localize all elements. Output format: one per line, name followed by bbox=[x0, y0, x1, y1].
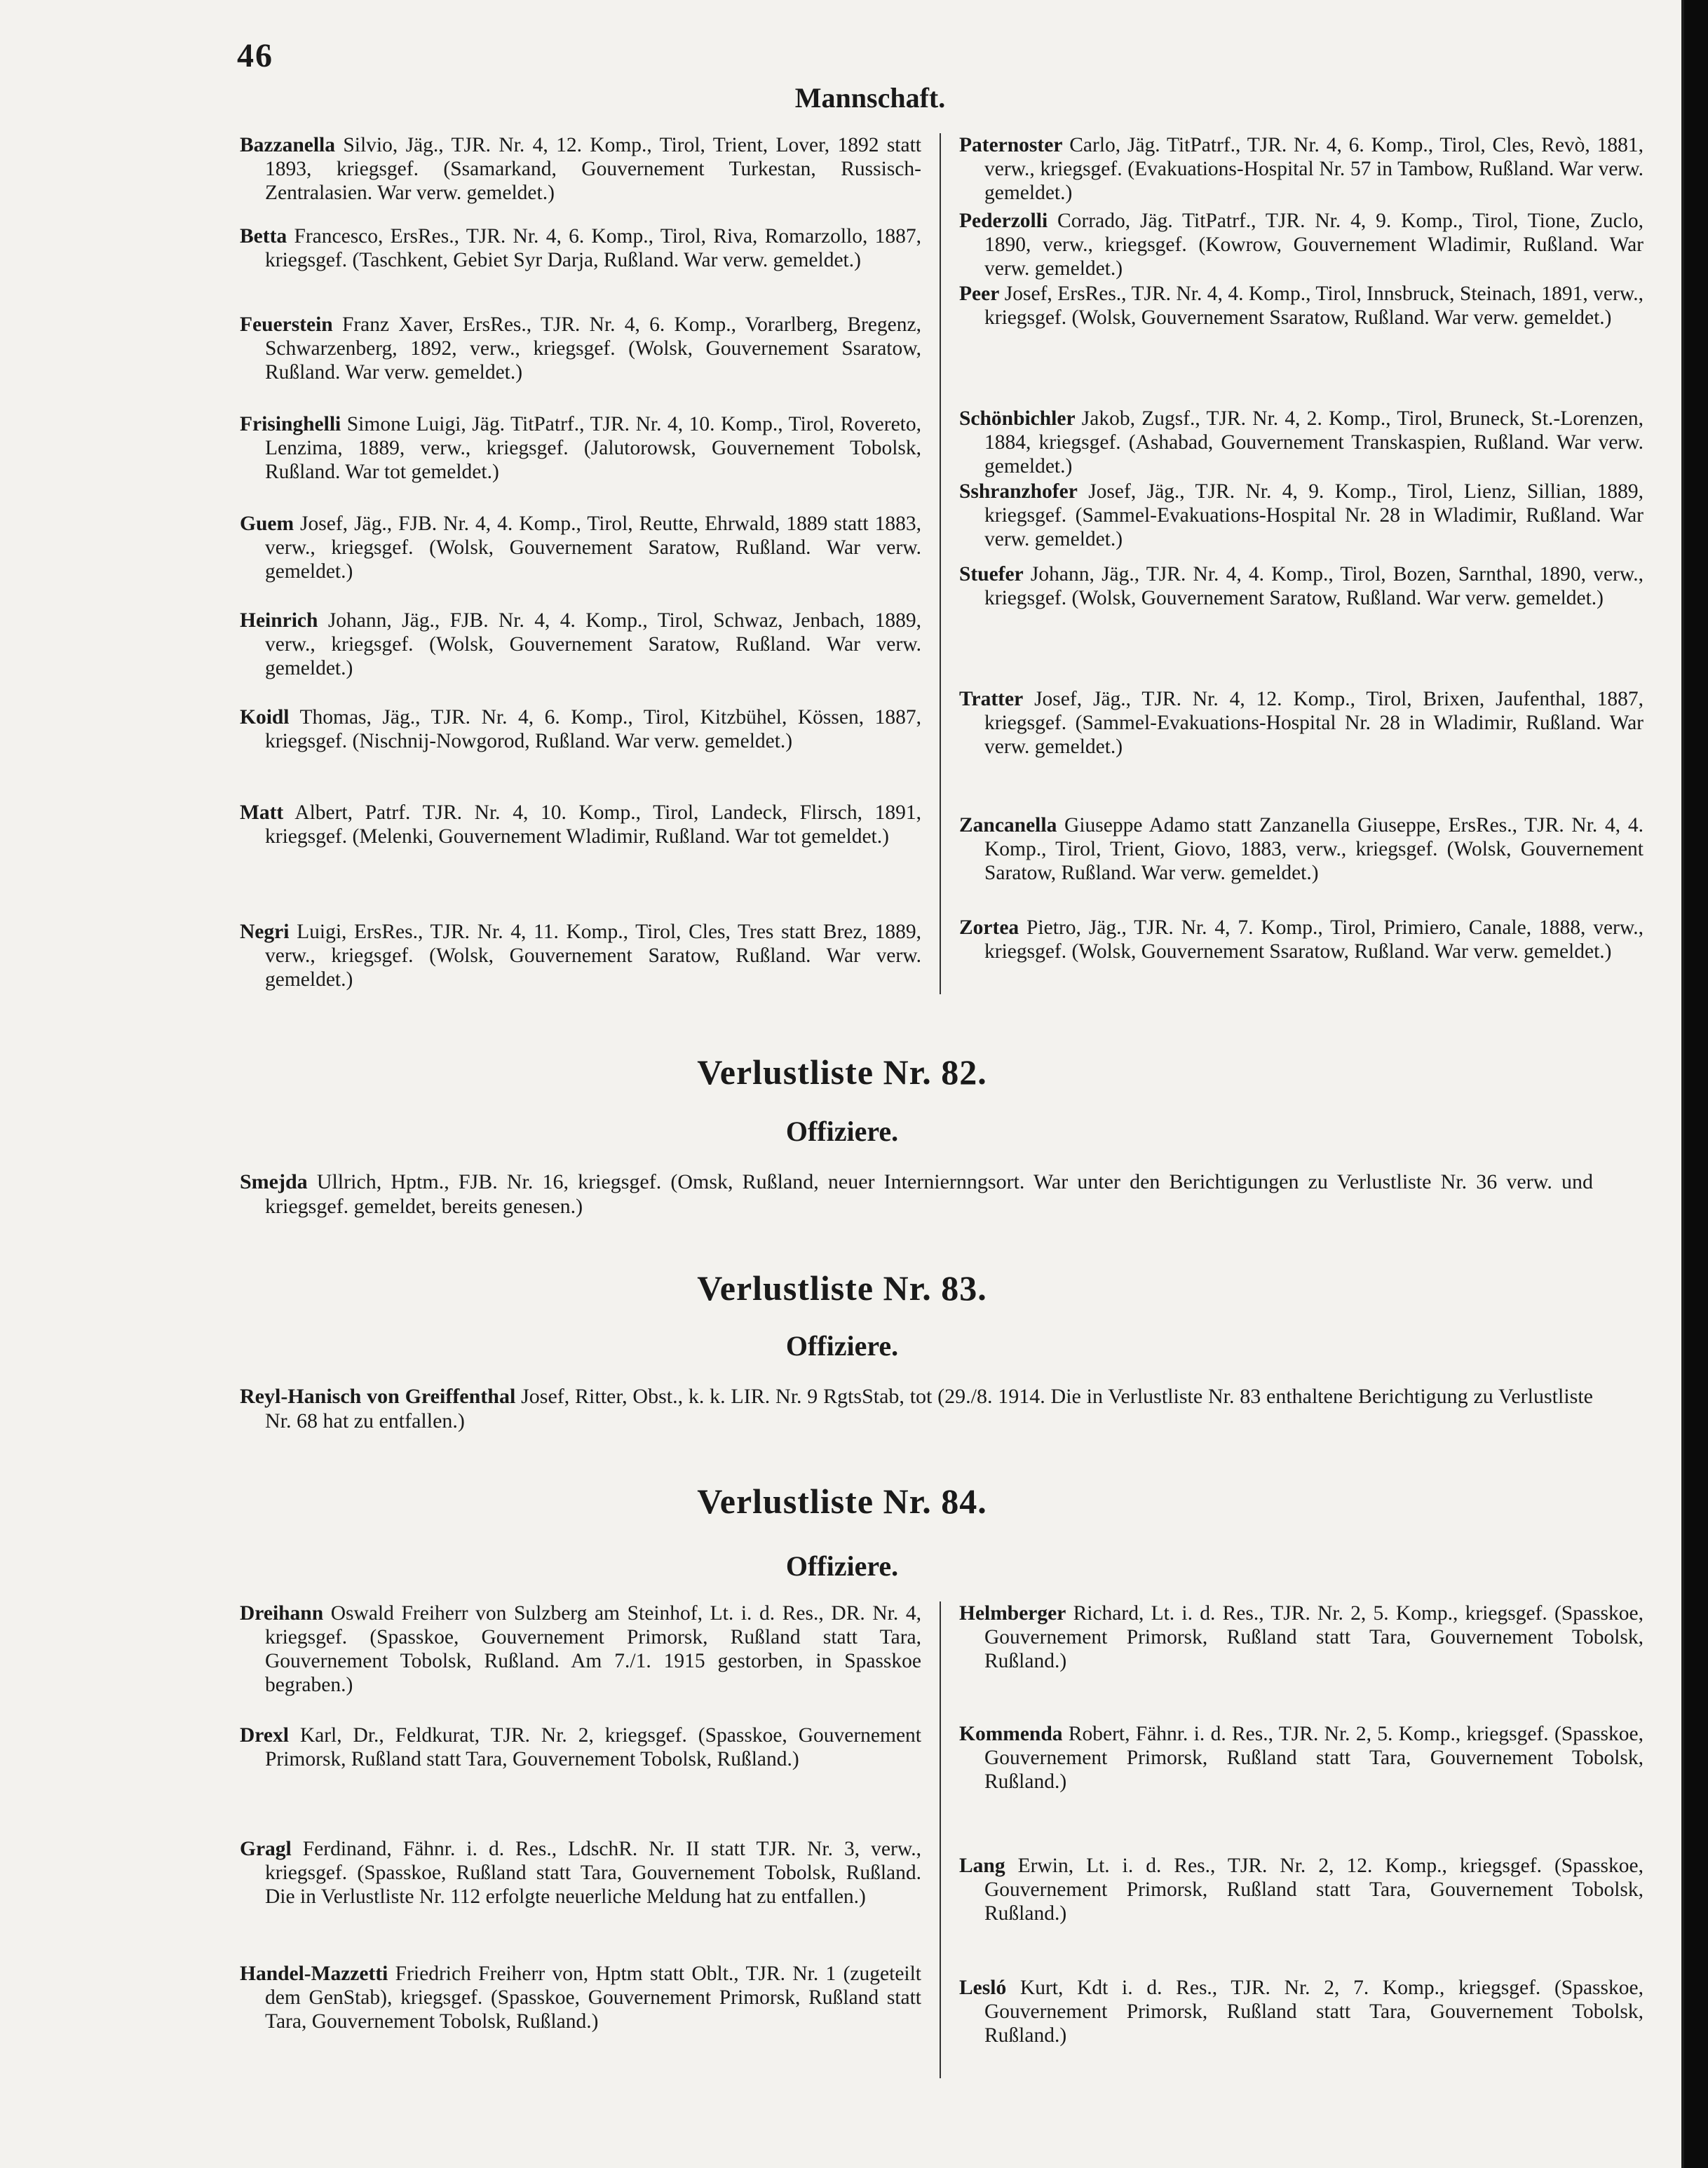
list-item: Kommenda Robert, Fähnr. i. d. Res., TJR. Nr. 2, 5. Komp., kriegsgef. (Spasskoe, Gouvernement Primorsk, Rußland statt Tara, Gouvernement Tobolsk, Rußland.) bbox=[959, 1723, 1643, 1793]
section-title-vl82: Verlustliste Nr. 82. bbox=[697, 1052, 987, 1092]
list-item: Paternoster Carlo, Jäg. TitPatrf., TJR. Nr. 4, 6. Komp., Tirol, Cles, Revò, 1881, verw., kriegsgef. (Evakuations-Hospital Nr. 57 in Tambow, Rußland. War verw. gemeldet.) bbox=[959, 134, 1643, 204]
vl84-right-column bbox=[959, 1601, 1643, 2078]
list-item: Heinrich Johann, Jäg., FJB. Nr. 4, 4. Komp., Tirol, Schwaz, Jenbach, 1889, verw., kriegsgef. (Wolsk, Gouvernement Saratow, Rußland. War verw. gemeldet.) bbox=[240, 609, 921, 679]
list-item: Lang Erwin, Lt. i. d. Res., TJR. Nr. 2, 12. Komp., kriegsgef. (Spasskoe, Gouvernement Primorsk, Rußland statt Tara, Gouvernement Tobolsk, Rußland.) bbox=[959, 1855, 1643, 1925]
list-item: Negri Luigi, ErsRes., TJR. Nr. 4, 11. Komp., Tirol, Cles, Tres statt Brez, 1889, verw., kriegsgef. (Wolsk, Gouvernement Saratow, Rußland. War verw. gemeldet.) bbox=[240, 921, 921, 991]
list-item: Tratter Josef, Jäg., TJR. Nr. 4, 12. Komp., Tirol, Brixen, Jaufenthal, 1887, kriegsgef. (Sammel-Evakuations-Hospital Nr. 28 in Wladimir, Rußland. War verw. gemeldet.) bbox=[959, 688, 1643, 758]
column-divider bbox=[940, 1601, 941, 2078]
list-item: Reyl-Hanisch von Greiffenthal Josef, Ritter, Obst., k. k. LIR. Nr. 9 RgtsStab, tot (29./8. 1914. Die in Verlustliste Nr. 83 enthaltene Berichtigung zu Verlustliste Nr. 68 hat zu entfallen.) bbox=[240, 1385, 1593, 1432]
list-item: Schönbichler Jakob, Zugsf., TJR. Nr. 4, 2. Komp., Tirol, Bruneck, St.-Lorenzen, 1884, kriegsgef. (Ashabad, Gouvernement Transkaspien, Rußland. War verw. gemeldet.) bbox=[959, 407, 1643, 477]
list-item: Zancanella Giuseppe Adamo statt Zanzanella Giuseppe, ErsRes., TJR. Nr. 4, 4. Komp., Tirol, Trient, Giovo, 1883, verw., kriegsgef. (Wolsk, Gouvernement Saratow, Rußland. War verw. gemeldet.) bbox=[959, 814, 1643, 884]
list-item: Frisinghelli Simone Luigi, Jäg. TitPatrf., TJR. Nr. 4, 10. Komp., Tirol, Rovereto, Lenzima, 1889, verw., kriegsgef. (Jalutorowsk, Gouvernement Tobolsk, Rußland. War tot gemeldet.) bbox=[240, 413, 921, 483]
list-item: Lesló Kurt, Kdt i. d. Res., TJR. Nr. 2, 7. Komp., kriegsgef. (Spasskoe, Gouvernement Primorsk, Rußland statt Tara, Gouvernement Tobolsk, Rußland.) bbox=[959, 1977, 1643, 2047]
section-title-mannschaft: Mannschaft. bbox=[794, 82, 946, 114]
subsection-title-vl83: Offiziere. bbox=[785, 1330, 899, 1362]
vl84-left-column bbox=[240, 1601, 921, 2078]
column-divider bbox=[940, 133, 941, 994]
subsection-title-vl82: Offiziere. bbox=[785, 1116, 899, 1147]
list-item: Helmberger Richard, Lt. i. d. Res., TJR. Nr. 2, 5. Komp., kriegsgef. (Spasskoe, Gouvernement Primorsk, Rußland statt Tara, Gouvernement Tobolsk, Rußland.) bbox=[959, 1602, 1643, 1672]
list-item: Stuefer Johann, Jäg., TJR. Nr. 4, 4. Komp., Tirol, Bozen, Sarnthal, 1890, verw., kriegsgef. (Wolsk, Gouvernement Saratow, Rußland. War verw. gemeldet.) bbox=[959, 563, 1643, 609]
list-item: Koidl Thomas, Jäg., TJR. Nr. 4, 6. Komp., Tirol, Kitzbühel, Kössen, 1887, kriegsgef. (Nischnij-Nowgorod, Rußland. War verw. gemeldet.) bbox=[240, 706, 921, 752]
list-item: Smejda Ullrich, Hptm., FJB. Nr. 16, kriegsgef. (Omsk, Rußland, neuer Interniernngsort. War unter den Berichtigungen zu Verlustliste Nr. 36 verw. und kriegsgef. gemeldet, bereits genesen.) bbox=[240, 1170, 1593, 1218]
list-item: Bazzanella Silvio, Jäg., TJR. Nr. 4, 12. Komp., Tirol, Trient, Lover, 1892 statt 1893, kriegsgef. (Ssamarkand, Gouvernement Turkestan, Russisch-Zentralasien. War verw. gemeldet.) bbox=[240, 134, 921, 204]
list-item: Guem Josef, Jäg., FJB. Nr. 4, 4. Komp., Tirol, Reutte, Ehrwald, 1889 statt 1883, verw., kriegsgef. (Wolsk, Gouvernement Saratow, Rußland. War verw. gemeldet.) bbox=[240, 513, 921, 583]
mannschaft-right-column bbox=[959, 133, 1643, 996]
section-title-vl83: Verlustliste Nr. 83. bbox=[697, 1268, 987, 1308]
list-item: Pederzolli Corrado, Jäg. TitPatrf., TJR. Nr. 4, 9. Komp., Tirol, Tione, Zuclo, 1890, verw., kriegsgef. (Kowrow, Gouvernement Wladimir, Rußland. War verw. gemeldet.) bbox=[959, 210, 1643, 280]
list-item: Feuerstein Franz Xaver, ErsRes., TJR. Nr. 4, 6. Komp., Vorarlberg, Bregenz, Schwarzenberg, 1892, verw., kriegsgef. (Wolsk, Gouvernement Ssaratow, Rußland. War verw. gemeldet.) bbox=[240, 313, 921, 384]
list-item: Betta Francesco, ErsRes., TJR. Nr. 4, 6. Komp., Tirol, Riva, Romarzollo, 1887, kriegsgef. (Taschkent, Gebiet Syr Darja, Rußland. War verw. gemeldet.) bbox=[240, 225, 921, 271]
mannschaft-left-column bbox=[240, 133, 921, 996]
list-item: Drexl Karl, Dr., Feldkurat, TJR. Nr. 2, kriegsgef. (Spasskoe, Gouvernement Primorsk, Rußland statt Tara, Gouvernement Tobolsk, Rußland.) bbox=[240, 1724, 921, 1770]
page-edge bbox=[1681, 0, 1684, 2168]
list-item: Handel-Mazzetti Friedrich Freiherr von, Hptm statt Oblt., TJR. Nr. 1 (zugeteilt dem GenStab), kriegsgef. (Spasskoe, Gouvernement Primorsk, Rußland statt Tara, Gouvernement Tobolsk, Rußland.) bbox=[240, 1963, 921, 2033]
list-item: Dreihann Oswald Freiherr von Sulzberg am Steinhof, Lt. i. d. Res., DR. Nr. 4, kriegsgef. (Spasskoe, Gouvernement Primorsk, Rußland statt Tara, Gouvernement Tobolsk, Rußland. Am 7./1. 1915 gestorben, in Spasskoe begraben.) bbox=[240, 1602, 921, 1696]
list-item: Peer Josef, ErsRes., TJR. Nr. 4, 4. Komp., Tirol, Innsbruck, Steinach, 1891, verw., kriegsgef. (Wolsk, Gouvernement Ssaratow, Rußland. War verw. gemeldet.) bbox=[959, 283, 1643, 329]
list-item: Gragl Ferdinand, Fähnr. i. d. Res., LdschR. Nr. II statt TJR. Nr. 3, verw., kriegsgef. (Spasskoe, Rußland statt Tara, Gouvernement Tobolsk, Rußland. Die in Verlustliste Nr. 112 erfolgte neuerliche Meldung hat zu entfallen.) bbox=[240, 1838, 921, 1908]
page-number: 46 bbox=[237, 37, 273, 74]
list-item: Matt Albert, Patrf. TJR. Nr. 4, 10. Komp., Tirol, Landeck, Flirsch, 1891, kriegsgef. (Melenki, Gouvernement Wladimir, Rußland. War tot gemeldet.) bbox=[240, 801, 921, 848]
section-title-vl84: Verlustliste Nr. 84. bbox=[697, 1482, 987, 1521]
subsection-title-vl84: Offiziere. bbox=[785, 1550, 899, 1582]
list-item: Zortea Pietro, Jäg., TJR. Nr. 4, 7. Komp., Tirol, Primiero, Canale, 1888, verw., kriegsgef. (Wolsk, Gouvernement Ssaratow, Rußland. War verw. gemeldet.) bbox=[959, 916, 1643, 963]
list-item: Sshranzhofer Josef, Jäg., TJR. Nr. 4, 9. Komp., Tirol, Lienz, Sillian, 1889, kriegsgef. (Sammel-Evakuations-Hospital Nr. 28 in Wladimir, Rußland. War verw. gemeldet.) bbox=[959, 480, 1643, 550]
